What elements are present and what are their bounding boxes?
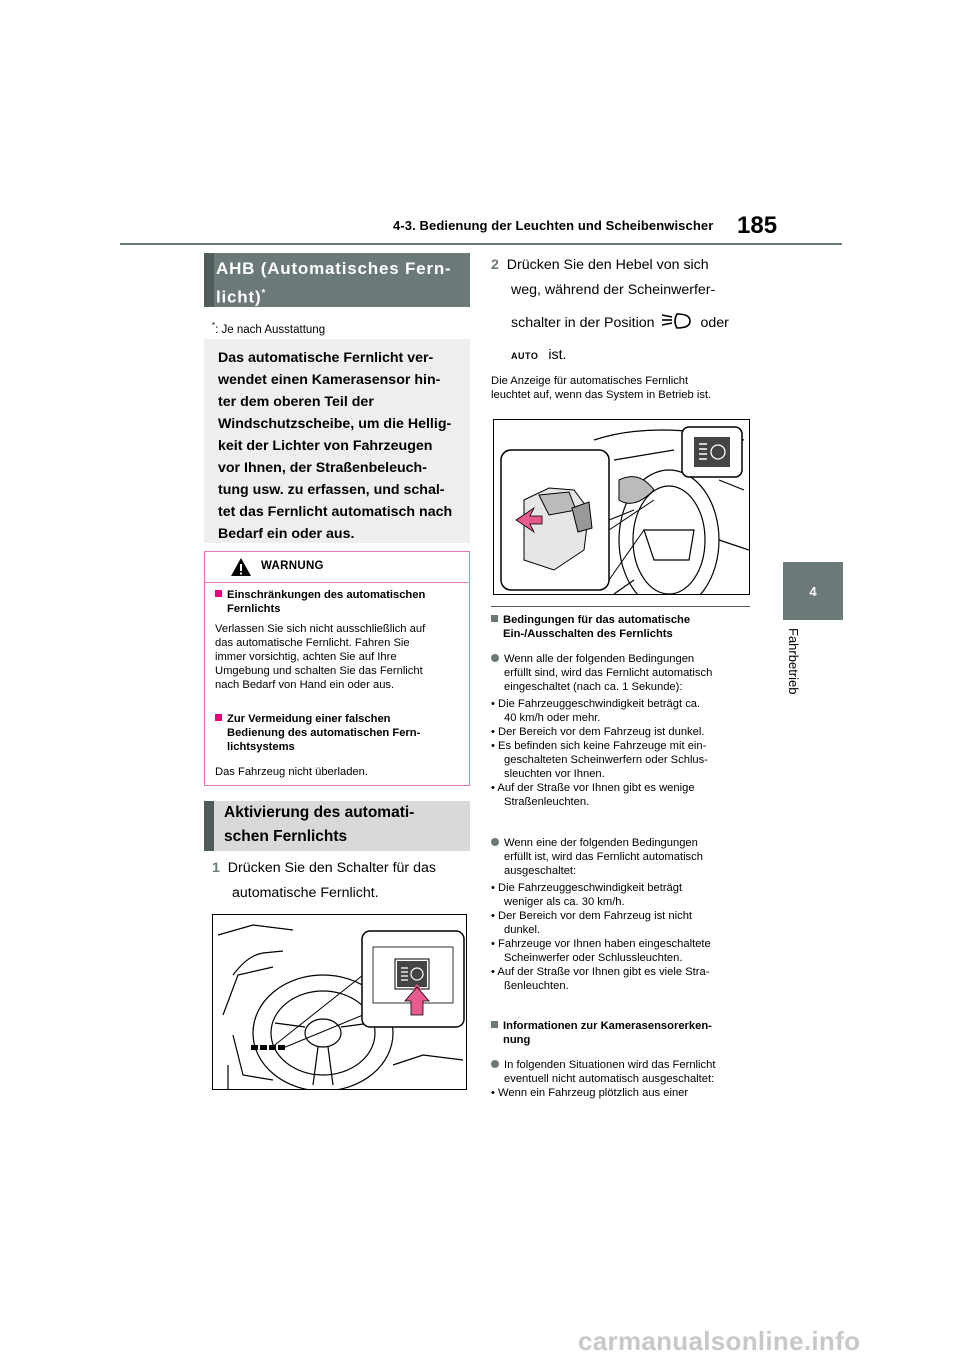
warning-heading-1 xyxy=(215,588,465,616)
text-line: In folgenden Situationen wird das Fernlicht xyxy=(504,1059,716,1071)
warning-heading-line: Bedienung des automatischen Fern- xyxy=(227,727,421,739)
section-title-accent xyxy=(204,801,214,851)
warning-triangle-icon xyxy=(230,557,252,577)
warning-header xyxy=(205,552,469,583)
step-text: ist. xyxy=(548,347,567,363)
warning-line: nach Bedarf von Hand ein oder aus. xyxy=(215,679,395,691)
section-title-line: Aktivierung des automati- xyxy=(224,804,415,821)
footnote-text: : Je nach Ausstattung xyxy=(215,323,326,336)
text-line: Wenn eine der folgenden Bedingungen xyxy=(504,837,698,849)
camera-paragraph xyxy=(491,1058,771,1100)
list-item-cont: ßenleuchten. xyxy=(504,980,569,992)
list-item-cont: Straßenleuchten. xyxy=(504,796,590,808)
running-header: 4-3. Bedienung der Leuchten und Scheibenwischer xyxy=(393,218,714,233)
step-number: 1 xyxy=(212,860,220,876)
text-line: erfüllt sind, wird das Fernlicht automatisch xyxy=(504,667,713,679)
divider xyxy=(491,606,750,607)
step-number: 2 xyxy=(491,257,499,273)
heading-line: Informationen zur Kamerasensorerken- xyxy=(503,1020,712,1032)
warning-paragraph-1 xyxy=(215,622,467,692)
intro-line: keit der Lichter von Fahrzeugen xyxy=(218,438,433,454)
intro-line: ter dem oberen Teil der xyxy=(218,394,374,410)
list-item-cont: Scheinwerfer oder Schlussleuchten. xyxy=(504,952,683,964)
bullet-dot-icon xyxy=(491,1060,499,1068)
page-number: 185 xyxy=(737,212,778,239)
warning-heading-line: lichtsystems xyxy=(227,741,295,753)
chapter-number: 4 xyxy=(809,583,817,599)
bullet-dot-icon xyxy=(491,838,499,846)
list-item: • Fahrzeuge vor Ihnen haben eingeschaltete xyxy=(491,938,711,950)
step-line: Drücken Sie den Schalter für das xyxy=(227,860,436,876)
list-item-cont: sleuchten vor Ihnen. xyxy=(504,768,605,780)
intro-box xyxy=(204,339,470,543)
list-item: • Der Bereich vor dem Fahrzeug ist nicht xyxy=(491,910,693,922)
warning-title: WARNUNG xyxy=(261,560,324,572)
gray-square-icon xyxy=(491,1021,498,1028)
intro-line: Das automatische Fernlicht ver- xyxy=(218,350,434,366)
figure-switch-illustration xyxy=(212,914,467,1090)
intro-text xyxy=(218,347,464,545)
warning-heading-2 xyxy=(215,712,465,754)
step-line xyxy=(491,344,781,368)
intro-line: Bedarf ein oder aus. xyxy=(218,526,355,542)
conditions-heading xyxy=(491,613,771,641)
section-title-accent xyxy=(204,253,214,307)
watermark: carmanualsonline.info xyxy=(578,1326,861,1356)
note-line: leuchtet auf, wenn das System in Betrieb ist. xyxy=(491,389,712,401)
section-title-line: schen Fernlichts xyxy=(224,828,348,845)
dashboard-illustration xyxy=(213,915,466,1089)
magenta-square-icon xyxy=(215,590,222,597)
figure-lever-illustration xyxy=(493,419,750,595)
warning-heading-line: Fernlichts xyxy=(227,603,281,615)
section-title-line: AHB (Automatisches Fern- xyxy=(216,259,452,278)
warning-heading-line: Zur Vermeidung einer falschen xyxy=(227,713,391,725)
footnote-mark: * xyxy=(261,288,267,299)
section-title-line xyxy=(216,281,452,310)
warning-box xyxy=(204,551,470,786)
intro-line: vor Ihnen, der Straßenbeleuch- xyxy=(218,460,427,476)
intro-line: Windschutzscheibe, um die Hellig- xyxy=(218,416,452,432)
condition-off-list xyxy=(491,881,771,993)
condition-off-intro xyxy=(491,836,771,878)
warning-heading-line: Einschränkungen des automatischen xyxy=(227,589,426,601)
list-item-cont: dunkel. xyxy=(504,924,541,936)
list-item: • Auf der Straße vor Ihnen gibt es wenige xyxy=(491,782,695,794)
heading-line: Bedingungen für das automatische xyxy=(503,614,691,626)
condition-on-list xyxy=(491,697,771,809)
step-line: Drücken Sie den Hebel von sich xyxy=(506,257,709,273)
intro-line: tet das Fernlicht automatisch nach xyxy=(218,504,453,520)
step-2 xyxy=(491,254,781,368)
gray-square-icon xyxy=(491,615,498,622)
list-item: • Die Fahrzeuggeschwindigkeit beträgt ca. xyxy=(491,698,701,710)
list-item-cont: geschalteten Scheinwerfern oder Schlus- xyxy=(504,754,708,766)
list-item: • Der Bereich vor dem Fahrzeug ist dunkel. xyxy=(491,726,705,738)
indicator-note xyxy=(491,374,781,402)
list-item: • Wenn ein Fahrzeug plötzlich aus einer xyxy=(491,1087,689,1099)
list-item: • Die Fahrzeuggeschwindigkeit beträgt xyxy=(491,882,683,894)
warning-line: das automatische Fernlicht. Fahren Sie xyxy=(215,637,410,649)
step-line xyxy=(491,311,781,335)
text-line: erfüllt ist, wird das Fernlicht automatisch xyxy=(504,851,703,863)
text-line: Wenn alle der folgenden Bedingungen xyxy=(504,653,695,665)
warning-line: immer vorsichtig, achten Sie auf Ihre xyxy=(215,651,397,663)
magenta-square-icon xyxy=(215,714,222,721)
section-title-activation xyxy=(204,801,470,851)
intro-line: wendet einen Kamerasensor hin- xyxy=(218,372,441,388)
lever-illustration xyxy=(494,420,749,594)
bullet-dot-icon xyxy=(491,654,499,662)
camera-heading xyxy=(491,1019,771,1047)
auto-icon: AUTO xyxy=(511,351,539,361)
step-1 xyxy=(212,857,472,905)
intro-line: tung usw. zu erfassen, und schal- xyxy=(218,482,445,498)
list-item: • Auf der Straße vor Ihnen gibt es viele Stra- xyxy=(491,966,710,978)
footnote-mark: * xyxy=(212,321,216,330)
step-line: weg, während der Scheinwerfer- xyxy=(511,282,716,298)
chapter-label-text: Fahrbetrieb xyxy=(786,628,801,695)
note-line: Die Anzeige für automatisches Fernlicht xyxy=(491,375,689,387)
section-title-text xyxy=(216,256,452,310)
warning-line: Umgebung und schalten Sie das Fernlicht xyxy=(215,665,423,677)
heading-line: Ein-/Ausschalten des Fernlichts xyxy=(503,628,673,640)
chapter-tab xyxy=(783,562,843,620)
warning-paragraph-2: Das Fahrzeug nicht überladen. xyxy=(215,766,368,778)
section-title-line-text: licht) xyxy=(216,287,262,307)
text-line: ausgeschaltet: xyxy=(504,865,577,877)
text-line: eingeschaltet (nach ca. 1 Sekunde): xyxy=(504,681,683,693)
section-title-text xyxy=(224,801,414,849)
warning-line: Verlassen Sie sich nicht ausschließlich auf xyxy=(215,623,426,635)
text-line: eventuell nicht automatisch ausgeschaltet: xyxy=(504,1073,715,1085)
list-item-cont: weniger als ca. 30 km/h. xyxy=(504,896,625,908)
heading-line: nung xyxy=(503,1034,531,1046)
step-line: automatische Fernlicht. xyxy=(232,885,379,901)
section-title-ahb xyxy=(204,253,470,307)
headlight-icon xyxy=(660,311,694,331)
step-text: schalter in der Position xyxy=(511,315,655,331)
condition-on-intro xyxy=(491,652,771,694)
list-item: • Es befinden sich keine Fahrzeuge mit ein- xyxy=(491,740,707,752)
list-item-cont: 40 km/h oder mehr. xyxy=(504,712,601,724)
footnote xyxy=(212,321,325,336)
step-text: oder xyxy=(700,315,729,331)
chapter-label xyxy=(787,628,803,708)
header-rule xyxy=(120,243,842,245)
